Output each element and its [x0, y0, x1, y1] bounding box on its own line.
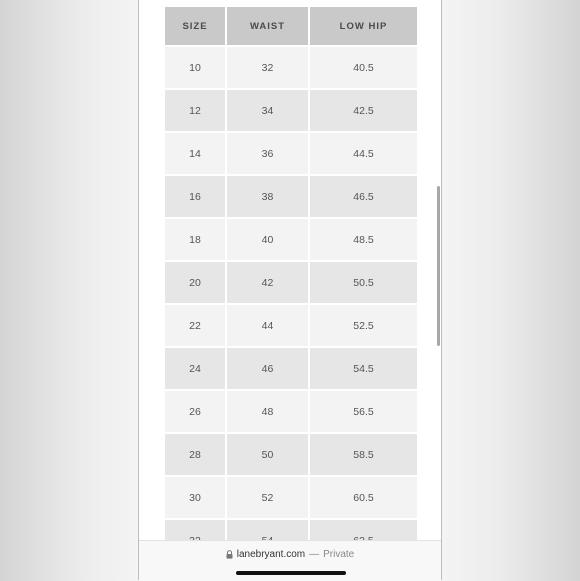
cell-size: 30: [165, 477, 225, 518]
cell-waist: 32: [227, 47, 308, 88]
browser-address-bar[interactable]: [139, 540, 441, 581]
cell-size: 10: [165, 47, 225, 88]
cell-low-hip: 50.5: [310, 262, 417, 303]
cell-waist: 40: [227, 219, 308, 260]
cell-size: 18: [165, 219, 225, 260]
header-low-hip: LOW HIP: [310, 7, 417, 45]
cell-waist: 44: [227, 305, 308, 346]
cell-low-hip: 54.5: [310, 348, 417, 389]
url-separator: —: [309, 549, 320, 560]
cell-size: 16: [165, 176, 225, 217]
size-chart-table: [163, 5, 419, 563]
url-domain: lanebryant.com: [236, 549, 306, 560]
cell-low-hip: 48.5: [310, 219, 417, 260]
table-row: [165, 305, 417, 346]
cell-low-hip: 58.5: [310, 434, 417, 475]
cell-size: 24: [165, 348, 225, 389]
table-header-row: [165, 7, 417, 45]
cell-size: 12: [165, 90, 225, 131]
lock-icon: [226, 550, 233, 559]
cell-size: 20: [165, 262, 225, 303]
table-row: [165, 262, 417, 303]
vertical-scrollbar[interactable]: [437, 186, 440, 346]
header-waist: WAIST: [227, 7, 308, 45]
cell-low-hip: 46.5: [310, 176, 417, 217]
cell-waist: 34: [227, 90, 308, 131]
table-row: [165, 477, 417, 518]
phone-screen: [138, 0, 442, 580]
cell-waist: 48: [227, 391, 308, 432]
home-indicator[interactable]: [236, 571, 346, 575]
private-mode-label: Private: [323, 549, 355, 560]
table-row: [165, 391, 417, 432]
cell-low-hip: 42.5: [310, 90, 417, 131]
cell-waist: 52: [227, 477, 308, 518]
table-row: [165, 47, 417, 88]
cell-low-hip: 60.5: [310, 477, 417, 518]
table-row: [165, 176, 417, 217]
cell-waist: 46: [227, 348, 308, 389]
table-row: [165, 219, 417, 260]
cell-waist: 38: [227, 176, 308, 217]
cell-waist: 36: [227, 133, 308, 174]
table-row: [165, 434, 417, 475]
cell-low-hip: 56.5: [310, 391, 417, 432]
header-size: SIZE: [165, 7, 225, 45]
table-row: [165, 348, 417, 389]
table-row: [165, 90, 417, 131]
cell-size: 26: [165, 391, 225, 432]
cell-size: 22: [165, 305, 225, 346]
cell-waist: 42: [227, 262, 308, 303]
cell-size: 14: [165, 133, 225, 174]
table-row: [165, 133, 417, 174]
cell-low-hip: 52.5: [310, 305, 417, 346]
url-display[interactable]: [139, 549, 441, 560]
cell-low-hip: 44.5: [310, 133, 417, 174]
cell-size: 28: [165, 434, 225, 475]
cell-waist: 50: [227, 434, 308, 475]
size-chart-scroll-area[interactable]: [164, 7, 418, 540]
cell-low-hip: 40.5: [310, 47, 417, 88]
